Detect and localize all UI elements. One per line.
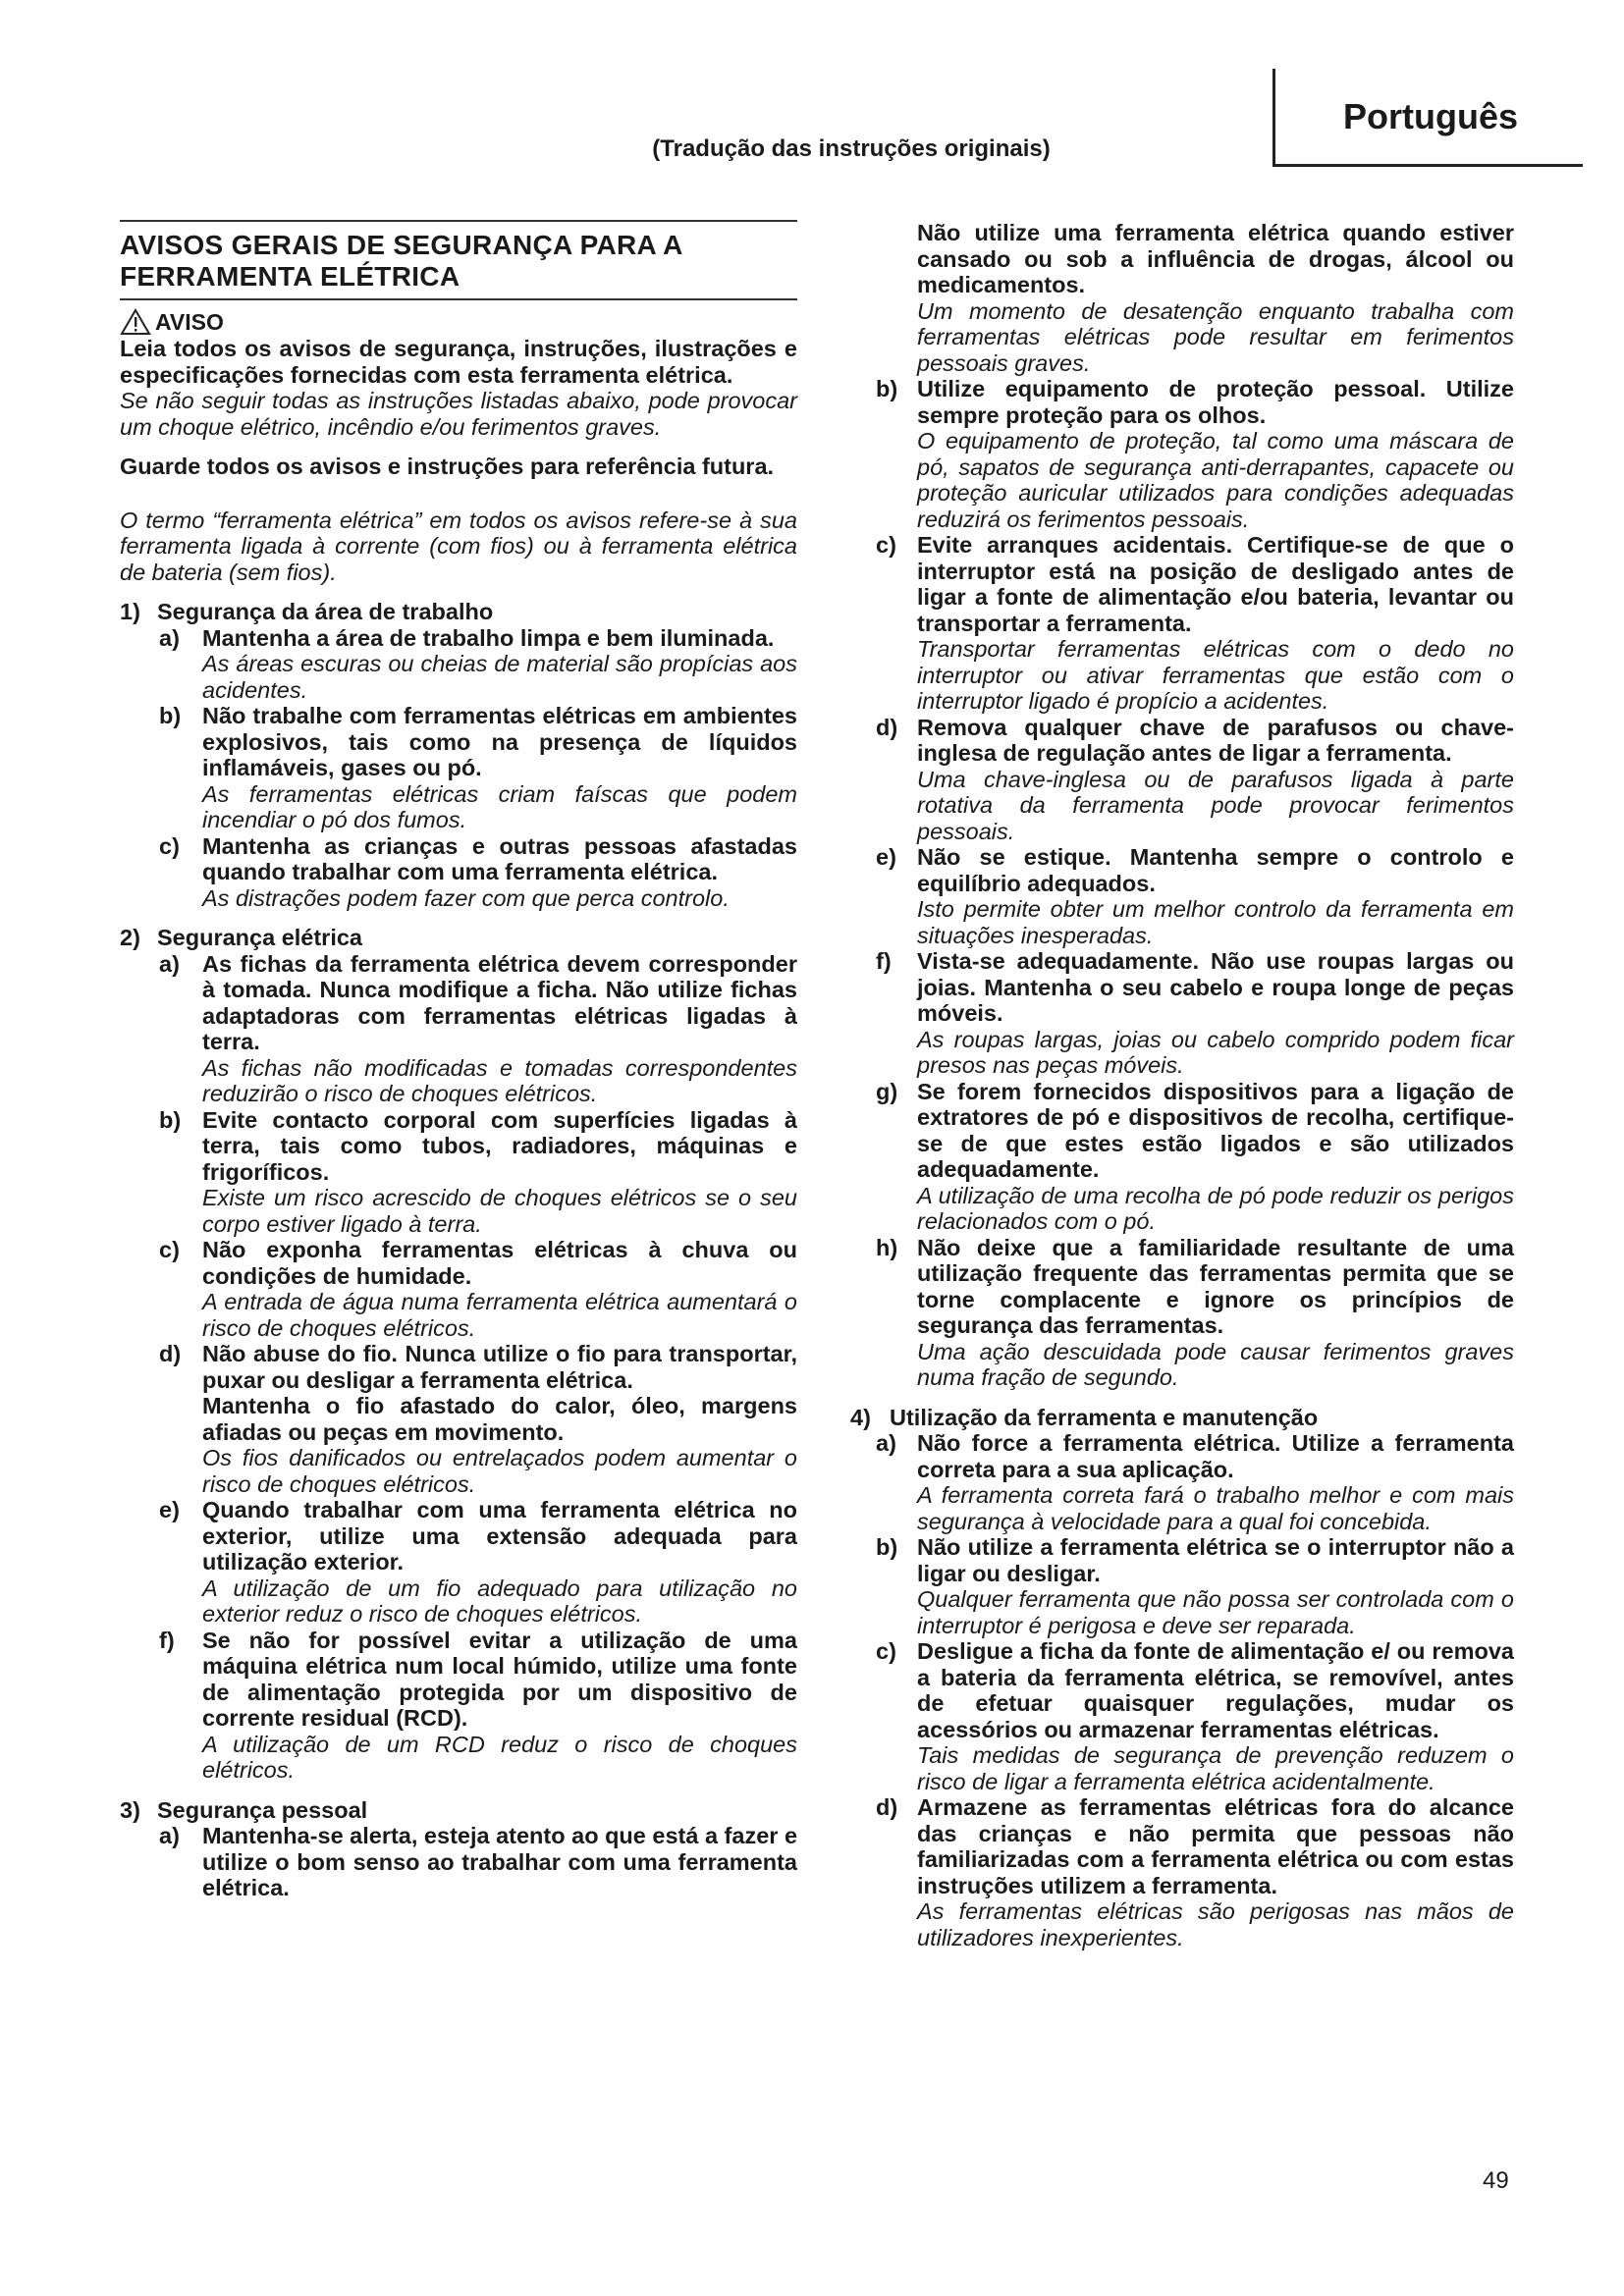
item-description: Transportar ferramentas elétricas com o dedo no interruptor ou ativar ferramentas que estão com o interruptor ligado é propício a acidentes. xyxy=(917,636,1514,714)
item-description: Isto permite obter um melhor controlo da ferramenta em situações inesperadas. xyxy=(917,896,1514,948)
item-letter: f) xyxy=(159,1627,175,1653)
item-description: Uma ação descuidada pode causar ferimentos graves numa fração de segundo. xyxy=(917,1338,1514,1390)
item-text: Mantenha as crianças e outras pessoas afastadas quando trabalhar com uma ferramenta elétrica. xyxy=(202,832,797,884)
item-text: Utilize equipamento de proteção pessoal. Utilize sempre proteção para os olhos. xyxy=(917,376,1514,428)
item-text: Não trabalhe com ferramentas elétricas em ambientes explosivos, tais como na presença de líquidos inflamáveis, gases ou pó. xyxy=(202,703,797,780)
list-item xyxy=(120,1341,797,1393)
list-item xyxy=(850,1794,1514,1898)
item-text: As fichas da ferramenta elétrica devem corresponder à tomada. Nunca modifique a ficha. Não utilize fichas adaptadoras com ferramentas elétricas ligadas à terra. xyxy=(202,950,797,1054)
item-text: Quando trabalhar com uma ferramenta elétrica no exterior, utilize uma extensão adequada para utilização exterior. xyxy=(202,1497,797,1575)
item-description: O equipamento de proteção, tal como uma máscara de pó, sapatos de segurança anti-derrapantes, capacete ou proteção auricular utilizados para condições adequadas reduzirá os ferimentos pessoais. xyxy=(917,428,1514,532)
section-title: AVISOS GERAIS DE SEGURANÇA PARA A FERRAMENTA ELÉTRICA xyxy=(120,230,682,292)
item-text: Evite contacto corporal com superfícies ligadas à terra, tais como tubos, radiadores, máquinas e frigoríficos. xyxy=(202,1106,797,1185)
list-item xyxy=(120,951,797,1055)
item-letter: a) xyxy=(159,1823,180,1848)
list-item xyxy=(120,1628,797,1732)
section-4-heading: 4) Utilização da ferramenta e manutenção xyxy=(850,1404,1319,1430)
list-item xyxy=(850,1430,1514,1482)
left-column xyxy=(120,220,797,1901)
item-text: Mantenha-se alerta, esteja atento ao que está a fazer e utilize o bom senso ao trabalhar com uma ferramenta elétrica. xyxy=(202,1823,798,1900)
item-description: A ferramenta correta fará o trabalho melhor e com mais segurança à velocidade para a qual foi concebida. xyxy=(917,1482,1514,1534)
item-text: Não abuse do fio. Nunca utilize o fio para transportar, puxar ou desligar a ferramenta elétrica. xyxy=(202,1341,797,1393)
item-text: Se não for possível evitar a utilização de uma máquina elétrica num local húmido, utilize uma fonte de alimentação protegida por um dispositivo de corrente residual (RCD). xyxy=(202,1627,797,1731)
item-letter: c) xyxy=(159,832,180,859)
list-item xyxy=(120,1237,797,1289)
item-letter: b) xyxy=(159,703,182,728)
item-letter: b) xyxy=(876,376,898,401)
item-letter: d) xyxy=(159,1341,182,1366)
warning-heading xyxy=(120,308,797,336)
list-item xyxy=(850,844,1514,896)
list-item xyxy=(120,625,797,652)
item-description: Os fios danificados ou entrelaçados podem aumentar o risco de choques elétricos. xyxy=(202,1445,797,1497)
item-letter: e) xyxy=(159,1497,180,1522)
page-number: 49 xyxy=(1483,2167,1509,2194)
item-text: Se forem fornecidos dispositivos para a ligação de extratores de pó e dispositivos de recolha, certifique-se de que estes estão ligados e são utilizados adequadamente. xyxy=(917,1078,1514,1182)
item-letter: h) xyxy=(876,1234,898,1260)
title-rule-bottom xyxy=(120,298,797,300)
item-letter: a) xyxy=(876,1430,896,1456)
list-item xyxy=(850,1638,1514,1742)
item-description: Um momento de desatenção enquanto trabalha com ferramentas elétricas pode resultar em ferimentos pessoais graves. xyxy=(917,297,1514,376)
item-letter: b) xyxy=(159,1106,182,1133)
item-letter: c) xyxy=(159,1237,180,1262)
item-description: As fichas não modificadas e tomadas correspondentes reduzirão o risco de choques elétricos. xyxy=(202,1054,797,1106)
section-2-heading: 2) Segurança elétrica xyxy=(120,925,362,950)
item-text: Não exponha ferramentas elétricas à chuva ou condições de humidade. xyxy=(202,1237,797,1289)
item-letter xyxy=(850,220,917,298)
list-item xyxy=(850,1534,1514,1586)
item-text: Não se estique. Mantenha sempre o controlo e equilíbrio adequados. xyxy=(917,844,1514,896)
item-description: As ferramentas elétricas são perigosas nas mãos de utilizadores inexperientes. xyxy=(917,1898,1514,1950)
item-letter: c) xyxy=(876,532,896,558)
item-letter: c) xyxy=(876,1638,896,1664)
term-definition: O termo “ferramenta elétrica” em todos os avisos refere-se à sua ferramenta ligada à corrente (com fios) ou à ferramenta elétrica de bateria (sem fios). xyxy=(120,507,797,585)
warning-triangle-icon xyxy=(120,308,151,336)
item-text: Não deixe que a familiaridade resultante de uma utilização frequente das ferramentas permita que se torne complacente e ignore os princípios de segurança das ferramentas. xyxy=(917,1234,1514,1338)
item-description: As roupas largas, joias ou cabelo comprido podem ficar presos nas peças móveis. xyxy=(917,1026,1514,1078)
title-rule-top xyxy=(120,220,797,222)
item-description: Tais medidas de segurança de prevenção reduzem o risco de ligar a ferramenta elétrica acidentalmente. xyxy=(917,1742,1514,1794)
item-letter: a) xyxy=(159,950,180,977)
list-item xyxy=(850,376,1514,428)
item-description: A utilização de um RCD reduz o risco de choques elétricos. xyxy=(202,1731,797,1783)
item-description: As ferramentas elétricas criam faíscas que podem incendiar o pó dos fumos. xyxy=(202,780,797,832)
item-text: Não utilize a ferramenta elétrica se o interruptor não a ligar ou desligar. xyxy=(917,1534,1514,1586)
list-item xyxy=(120,1107,797,1186)
list-item-continued xyxy=(120,1393,797,1445)
list-item xyxy=(850,715,1514,767)
item-letter: e) xyxy=(876,844,896,870)
item-text: Evite arranques acidentais. Certifique-se de que o interruptor está na posição de desligado antes de ligar a fonte de alimentação e/ou bateria, levantar ou transportar a ferramenta. xyxy=(917,532,1514,636)
item-text: Mantenha o fio afastado do calor, óleo, margens afiadas ou peças em movimento. xyxy=(202,1393,797,1445)
item-letter: f) xyxy=(876,948,892,974)
list-item xyxy=(850,1079,1514,1183)
list-item xyxy=(120,703,797,781)
item-letter: d) xyxy=(876,1794,898,1820)
item-text: Não utilize uma ferramenta elétrica quando estiver cansado ou sob a influência de drogas, álcool ou medicamentos. xyxy=(917,220,1514,297)
item-description: A utilização de um fio adequado para utilização no exterior reduz o risco de choques elétricos. xyxy=(202,1575,797,1627)
item-text: Remova qualquer chave de parafusos ou chave-inglesa de regulação antes de ligar a ferramenta. xyxy=(917,714,1514,766)
item-description: Uma chave-inglesa ou de parafusos ligada à parte rotativa da ferramenta pode provocar ferimentos pessoais. xyxy=(917,766,1514,844)
item-description: Existe um risco acrescido de choques elétricos se o seu corpo estiver ligado à terra. xyxy=(202,1185,797,1237)
language-label: Português xyxy=(1343,96,1519,136)
item-text: Não force a ferramenta elétrica. Utilize a ferramenta correta para a sua aplicação. xyxy=(917,1430,1514,1482)
section-1-heading: 1) Segurança da área de trabalho xyxy=(120,599,494,624)
item-letter: a) xyxy=(159,624,180,651)
item-description: As distrações podem fazer com que perca controlo. xyxy=(202,884,730,911)
list-item xyxy=(850,1235,1514,1339)
intro-italic: Se não seguir todas as instruções listadas abaixo, pode provocar um choque elétrico, incêndio e/ou ferimentos graves. xyxy=(120,388,797,440)
item-text: Desligue a ficha da fonte de alimentação e/ ou remova a bateria da ferramenta elétrica, se removível, antes de efetuar quaisquer regulações, mudar os acessórios ou armazenar ferramentas elétricas. xyxy=(917,1638,1514,1742)
item-text: Mantenha a área de trabalho limpa e bem iluminada. xyxy=(202,624,775,651)
item-description: As áreas escuras ou cheias de material são propícias aos acidentes. xyxy=(202,651,797,703)
item-description: Qualquer ferramenta que não possa ser controlada com o interruptor é perigosa e deve ser reparada. xyxy=(917,1586,1514,1638)
list-item-continued xyxy=(850,220,1514,298)
item-letter xyxy=(120,1393,202,1445)
item-text: Armazene as ferramentas elétricas fora do alcance das crianças e não permita que pessoas não familiarizadas com a ferramenta elétrica ou com estas instruções utilizem a ferramenta. xyxy=(917,1794,1514,1898)
keep-instructions: Guarde todos os avisos e instruções para referência futura. xyxy=(120,454,775,479)
list-item xyxy=(850,948,1514,1027)
list-item xyxy=(120,833,797,885)
item-description: A utilização de uma recolha de pó pode reduzir os perigos relacionados com o pó. xyxy=(917,1182,1514,1234)
right-column xyxy=(850,220,1514,1950)
warning-label: AVISO xyxy=(155,308,224,335)
document-subtitle: (Tradução das instruções originais) xyxy=(652,135,1051,162)
item-letter: d) xyxy=(876,714,898,740)
item-text: Vista-se adequadamente. Não use roupas largas ou joias. Mantenha o seu cabelo e roupa longe de peças móveis. xyxy=(917,948,1514,1026)
item-letter: g) xyxy=(876,1078,898,1104)
list-item xyxy=(120,1497,797,1575)
item-description: A entrada de água numa ferramenta elétrica aumentará o risco de choques elétricos. xyxy=(202,1289,797,1341)
intro-bold: Leia todos os avisos de segurança, instruções, ilustrações e especificações fornecidas com esta ferramenta elétrica. xyxy=(120,336,797,388)
list-item xyxy=(850,532,1514,636)
item-letter: b) xyxy=(876,1534,898,1560)
section-3-heading: 3) Segurança pessoal xyxy=(120,1796,368,1823)
list-item xyxy=(120,1823,797,1901)
